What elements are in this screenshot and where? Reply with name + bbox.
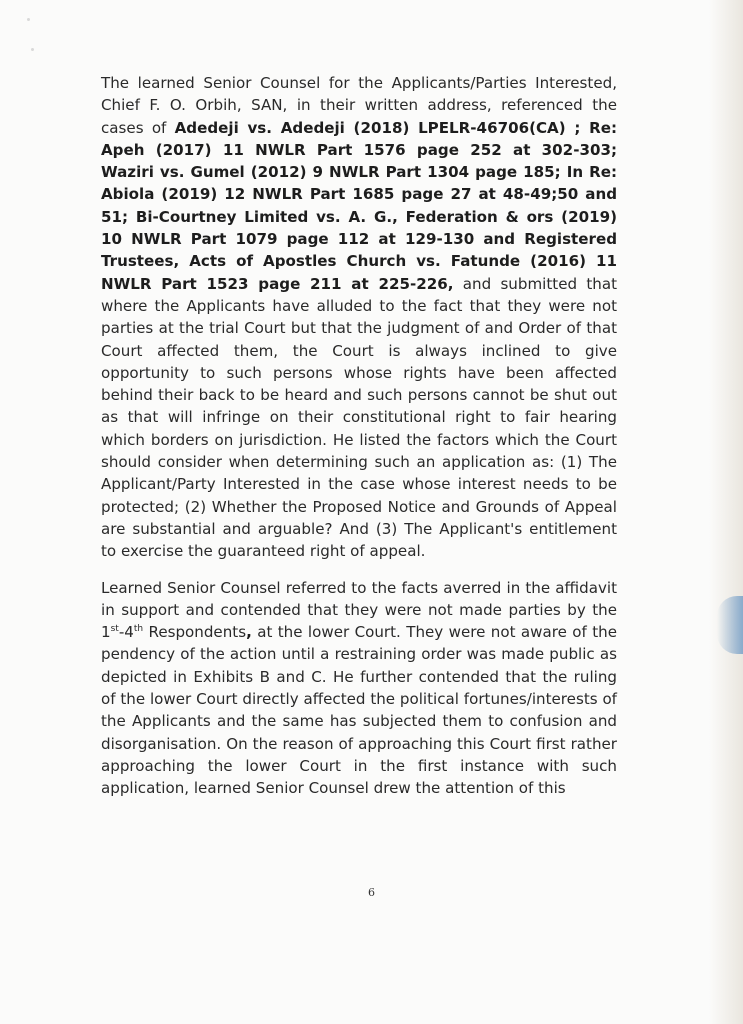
- ordinal-superscript-st: st: [110, 624, 119, 635]
- scan-speck: [31, 48, 34, 51]
- document-body: [101, 72, 617, 814]
- page-edge-blue-mark: [717, 596, 743, 654]
- paragraph-1-text-end: and submitted that where the Applicants have alluded to the fact that they were not parties at the trial Court but that the judgment of and Order of that Court affected them, the Court is always inclined to give opportunity to such persons whose rights have been affected behind their back to be heard and such persons cannot be shut out as that will infringe on their constitutional right to fair hearing which borders on jurisdiction. He listed the factors which the Court should consider when determining such an application as: (1) The Applicant/Party Interested in the case whose interest needs to be protected; (2) Whether the Proposed Notice and Grounds of Appeal are substantial and arguable? And (3) The Applicant's entitlement to exercise the guaranteed right of appeal.: [101, 274, 617, 561]
- page-edge-shadow: [709, 0, 743, 1024]
- paragraph-2-range: -4: [118, 623, 134, 642]
- paragraph-1: [101, 72, 617, 563]
- scan-speck: [27, 18, 30, 21]
- page-number: 6: [368, 886, 375, 899]
- case-citations: Adedeji vs. Adedeji (2018) LPELR-46706(CA) ; Re: Apeh (2017) 11 NWLR Part 1576 page 252 at 302-303; Waziri vs. Gumel (2012) 9 NWLR Part 1304 page 185; In Re: Abiola (2019) 12 NWLR Part 1685 page 27 at 48-49;50 and 51; Bi-Courtney Limited vs. A. G., Federation & ors (2019) 10 NWLR Part 1079 page 112 at 129-130 and Registered Trustees, Acts of Apostles Church vs. Fatunde (2016) 11 NWLR Part 1523 page 211 at 225-226,: [101, 118, 617, 293]
- paragraph-2-text-start: Learned Senior Counsel referred to the facts averred in the affidavit in support and contended that they were not made parties by the 1: [101, 578, 617, 642]
- ordinal-superscript-th: th: [133, 624, 144, 635]
- paragraph-2: [101, 577, 617, 800]
- paragraph-2-respondents: Respondents: [143, 623, 247, 642]
- paragraph-1-text-start: The learned Senior Counsel for the Applicants/Parties Interested, Chief F. O. Orbih, SAN, in their written address, referenced the cases of: [101, 74, 617, 137]
- paragraph-2-comma: ,: [246, 623, 252, 642]
- paragraph-2-text-end: at the lower Court. They were not aware of the pendency of the action until a restraining order was made public as depicted in Exhibits B and C. He further contended that the ruling of the lower Court directly affected the political fortunes/interests of the Applicants and the same has subjected them to confusion and disorganisation. On the reason of approaching this Court first rather approaching the lower Court in the first instance with such application, learned Senior Counsel drew the attention of this: [101, 623, 618, 798]
